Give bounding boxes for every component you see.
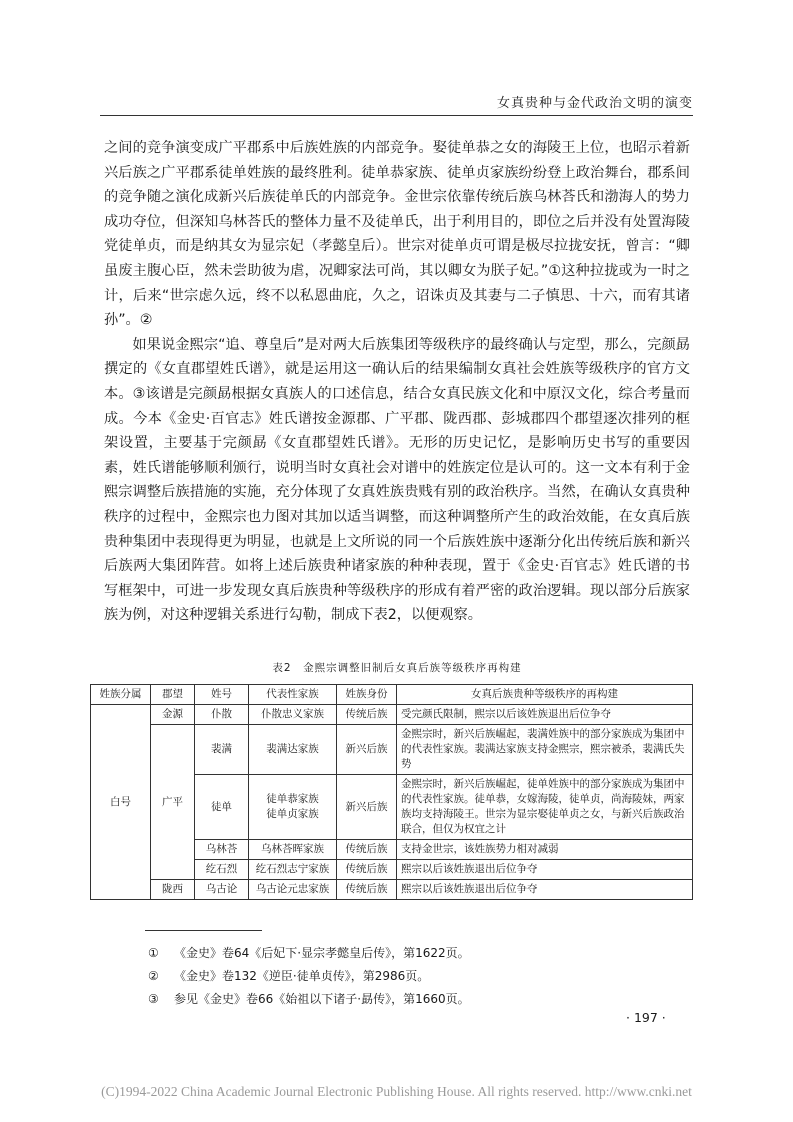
footnote-text: 参见《金史》卷66《始祖以下诸子·勗传》，第1660页。 bbox=[174, 992, 470, 1006]
table-caption: 表2 金熙宗调整旧制后女真后族等级秩序再构建 bbox=[272, 662, 522, 674]
note-cell: 金熙宗时，新兴后族崛起，徒单姓族中的部分家族成为集团中的代表性家族。徒单恭，女嫁海陵，徒单贞，尚海陵妹，两家族均支持海陵王。世宗为显宗娶徒单贞之女，与新兴后族政治联合，但仅为权宜之计 bbox=[397, 775, 693, 840]
surname-cell: 乌林荅 bbox=[195, 840, 249, 860]
page-number: · 197 · bbox=[626, 1010, 666, 1025]
column-header: 姓族分属 bbox=[91, 685, 151, 705]
column-header: 姓族身份 bbox=[337, 685, 397, 705]
status-cell: 新兴后族 bbox=[337, 725, 397, 775]
family-cell: 乌古论元忠家族 bbox=[249, 880, 337, 900]
footnote-text: 《金史》卷64《后妃下·显宗孝懿皇后传》，第1622页。 bbox=[174, 946, 470, 960]
running-head: 女真贵种与金代政治文明的演变 bbox=[496, 96, 693, 111]
paragraph: 如果说金熙宗“追、尊皇后”是对两大后族集团等级秩序的最终确认与定型，那么，完颜勗撰定的《女直郡望姓氏谱》，就是运用这一确认后的结果编制女真社会姓族等级秩序的官方文本。③该谱是完颜勗根据女真族人的口述信息，结合女真民族文化和中原汉文化，综合考量而成。今本《金史·百官志》姓氏谱按金源郡、广平郡、陇西郡、彭城郡四个郡望逐次排列的框架设置，主要基于完颜勗《女直郡望姓氏谱》。无形的历史记忆，是影响历史书写的重要因素，姓氏谱能够顺利颁行，说明当时女真社会对谱中的姓族定位是认可的。这一文本有利于金熙宗调整后族措施的实施，充分体现了女真姓族贵贱有别的政治秩序。当然，在确认女真贵种秩序的过程中，金熙宗也力图对其加以适当调整，而这种调整所产生的政治效能，在女真后族贵种集团中表现得更为明显，也就是上文所说的同一个后族姓族中逐渐分化出传统后族和新兴后族两大集团阵营。如将上述后族贵种诸家族的种种表现，置于《金史·百官志》姓氏谱的书写框架中，可进一步发现女真后族贵种等级秩序的形成有着严密的政治逻辑。现以部分后族家族为例，对这种逻辑关系进行勾勒，制成下表2，以便观察。 bbox=[104, 336, 690, 624]
table-row bbox=[91, 725, 693, 775]
status-cell: 传统后族 bbox=[337, 860, 397, 880]
surname-cell: 乌古论 bbox=[195, 880, 249, 900]
footnote bbox=[148, 965, 470, 988]
note-cell: 熙宗以后该姓族退出后位争夺 bbox=[397, 860, 693, 880]
note-cell: 支持金世宗，该姓族势力相对减弱 bbox=[397, 840, 693, 860]
status-cell: 新兴后族 bbox=[337, 775, 397, 840]
table-header-row bbox=[91, 685, 693, 705]
footnote bbox=[148, 942, 470, 965]
footnote-marker: ① bbox=[148, 946, 159, 960]
paragraph: 之间的竞争演变成广平郡系中后族姓族的内部竞争。娶徒单恭之女的海陵王上位，也昭示着新兴后族之广平郡系徒单姓族的最终胜利。徒单恭家族、徒单贞家族纷纷登上政治舞台，郡系间的竞争随之演化成新兴后族徒单氏的内部竞争。金世宗依靠传统后族乌林荅氏和渤海人的势力成功夺位，但深知乌林荅氏的整体力量不及徒单氏，出于利用目的，即位之后并没有处置海陵党徒单贞，而是纳其女为显宗妃（孝懿皇后）。世宗对徒单贞可谓是极尽拉拢安抚，曾言：“卿虽废主腹心臣，然未尝助彼为虐，况卿家法可尚，其以卿女为朕子妃。”①这种拉拢或为一时之计，后来“世宗虑久远，终不以私恩曲庇，久之，诏诛贞及其妻与二子慎思、十六，而宥其诸孙”。② bbox=[104, 140, 690, 329]
status-cell: 传统后族 bbox=[337, 840, 397, 860]
footnote-marker: ② bbox=[148, 969, 159, 983]
surname-cell: 裴满 bbox=[195, 725, 249, 775]
clan-group-cell: 白号 bbox=[91, 705, 151, 900]
commandery-cell: 陇西 bbox=[151, 880, 195, 900]
footnotes bbox=[148, 942, 470, 1011]
note-cell: 受完颜氏限制，熙宗以后该姓族退出后位争夺 bbox=[397, 705, 693, 725]
family-cell: 乌林荅晖家族 bbox=[249, 840, 337, 860]
body-text bbox=[104, 136, 690, 628]
footnote-rule bbox=[145, 930, 262, 931]
family-cell: 纥石烈志宁家族 bbox=[249, 860, 337, 880]
surname-cell: 纥石烈 bbox=[195, 860, 249, 880]
column-header: 姓号 bbox=[195, 685, 249, 705]
surname-cell: 仆散 bbox=[195, 705, 249, 725]
footnote bbox=[148, 988, 470, 1011]
family-cell: 仆散忠义家族 bbox=[249, 705, 337, 725]
column-header: 郡望 bbox=[151, 685, 195, 705]
table-row bbox=[91, 705, 693, 725]
note-cell: 熙宗以后该姓族退出后位争夺 bbox=[397, 880, 693, 900]
commandery-cell: 金源 bbox=[151, 705, 195, 725]
commandery-cell: 广平 bbox=[151, 725, 195, 880]
footnote-marker: ③ bbox=[148, 992, 159, 1006]
family-cell: 裴满达家族 bbox=[249, 725, 337, 775]
family-cell: 徒单恭家族 徒单贞家族 bbox=[249, 775, 337, 840]
status-cell: 传统后族 bbox=[337, 880, 397, 900]
copyright-watermark: (C)1994-2022 China Academic Journal Electronic Publishing House. All rights reserved. http://www.cnki.net bbox=[101, 1084, 692, 1099]
column-header: 女真后族贵种等级秩序的再构建 bbox=[397, 685, 693, 705]
table-row bbox=[91, 880, 693, 900]
surname-cell: 徒单 bbox=[195, 775, 249, 840]
status-cell: 传统后族 bbox=[337, 705, 397, 725]
column-header: 代表性家族 bbox=[249, 685, 337, 705]
header-rule bbox=[100, 115, 693, 116]
clan-hierarchy-table bbox=[90, 684, 693, 900]
footnote-text: 《金史》卷132《逆臣·徒单贞传》，第2986页。 bbox=[174, 969, 430, 983]
note-cell: 金熙宗时，新兴后族崛起，裴满姓族中的部分家族成为集团中的代表性家族。裴满达家族支持金熙宗，熙宗被杀，裴满氏失势 bbox=[397, 725, 693, 775]
